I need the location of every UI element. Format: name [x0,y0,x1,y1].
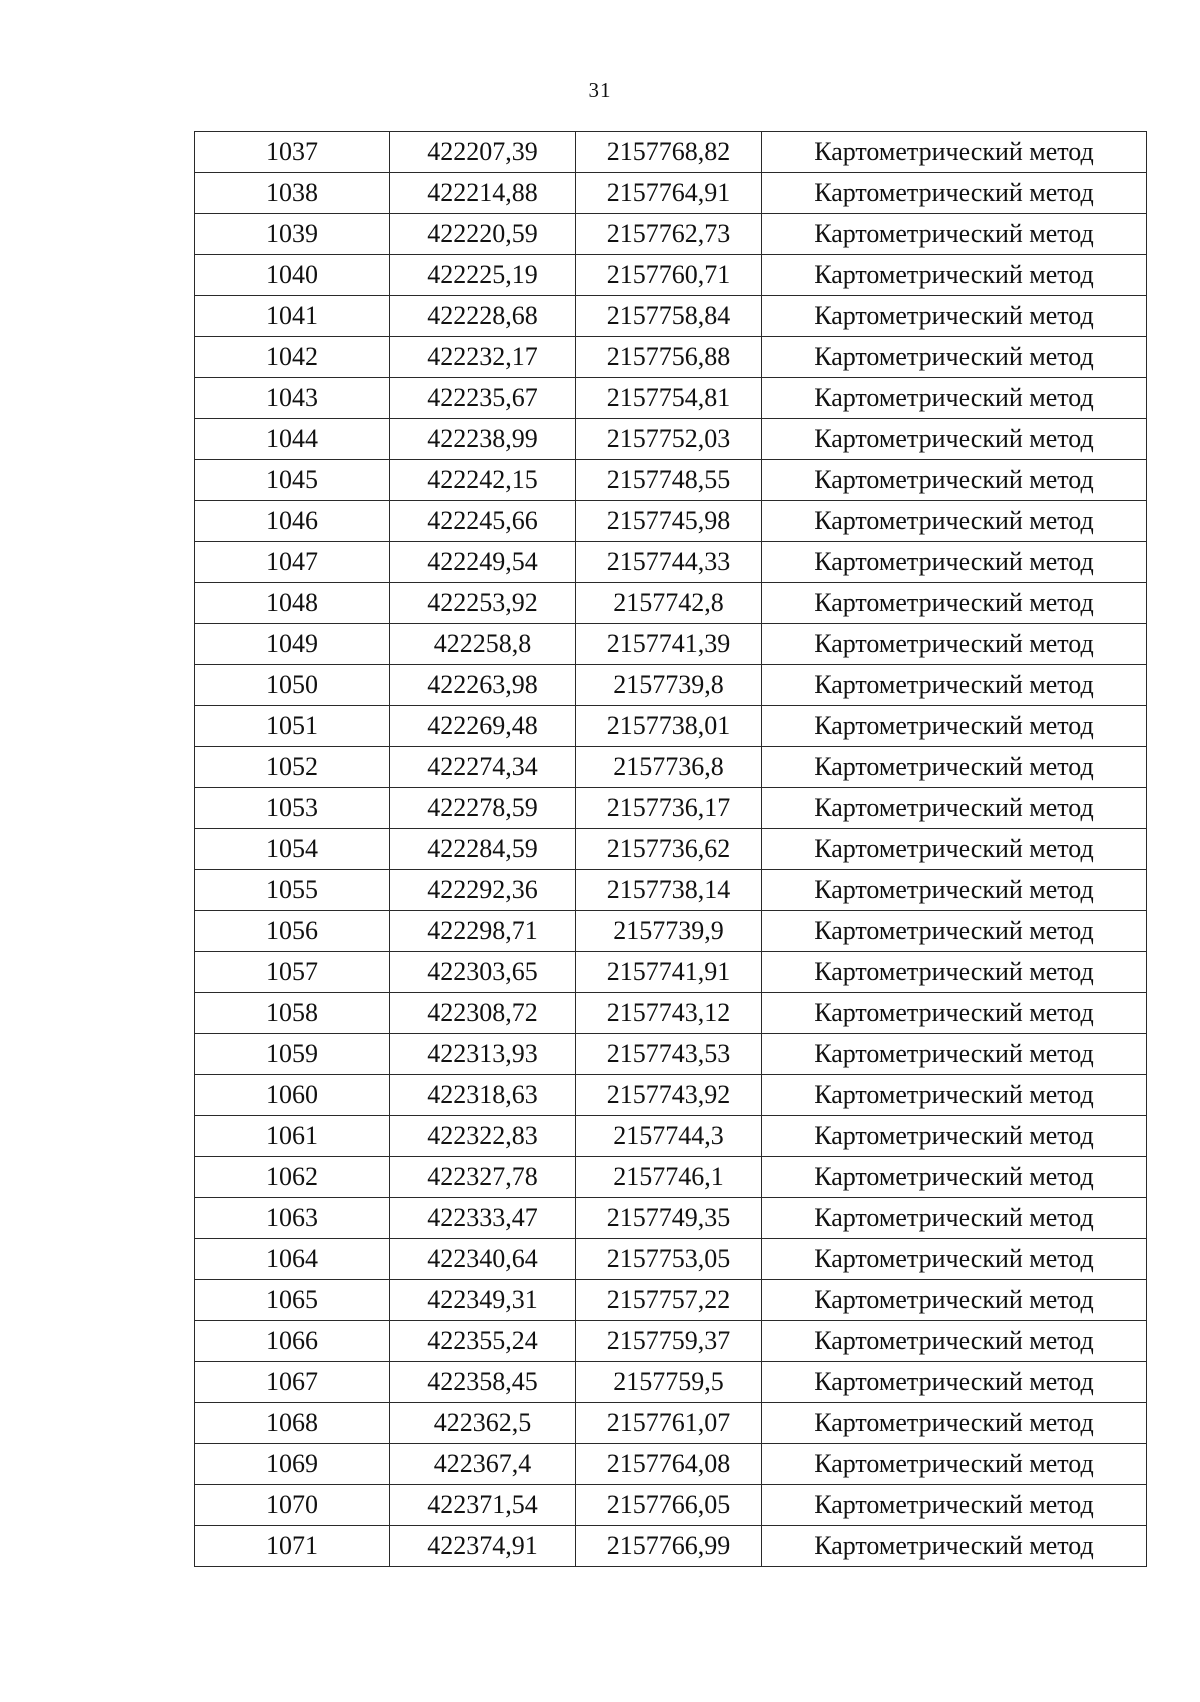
point-number-cell: 1057 [195,952,390,993]
y-coordinate-cell: 2157756,88 [576,337,762,378]
y-coordinate-cell: 2157768,82 [576,132,762,173]
table-row [195,460,1147,501]
method-cell: Картометрический метод [762,378,1147,419]
method-cell: Картометрический метод [762,1362,1147,1403]
x-coordinate-cell: 422327,78 [390,1157,576,1198]
method-cell: Картометрический метод [762,1157,1147,1198]
point-number-cell: 1059 [195,1034,390,1075]
x-coordinate-cell: 422225,19 [390,255,576,296]
y-coordinate-cell: 2157736,8 [576,747,762,788]
point-number-cell: 1044 [195,419,390,460]
x-coordinate-cell: 422358,45 [390,1362,576,1403]
method-cell: Картометрический метод [762,1403,1147,1444]
table-row [195,583,1147,624]
y-coordinate-cell: 2157738,14 [576,870,762,911]
method-cell: Картометрический метод [762,1198,1147,1239]
point-number-cell: 1037 [195,132,390,173]
y-coordinate-cell: 2157739,8 [576,665,762,706]
method-cell: Картометрический метод [762,1034,1147,1075]
table-row [195,911,1147,952]
x-coordinate-cell: 422263,98 [390,665,576,706]
method-cell: Картометрический метод [762,1526,1147,1567]
method-cell: Картометрический метод [762,1444,1147,1485]
method-cell: Картометрический метод [762,1280,1147,1321]
y-coordinate-cell: 2157736,17 [576,788,762,829]
table-row [195,132,1147,173]
method-cell: Картометрический метод [762,296,1147,337]
method-cell: Картометрический метод [762,1485,1147,1526]
y-coordinate-cell: 2157743,92 [576,1075,762,1116]
point-number-cell: 1041 [195,296,390,337]
point-number-cell: 1065 [195,1280,390,1321]
x-coordinate-cell: 422269,48 [390,706,576,747]
x-coordinate-cell: 422245,66 [390,501,576,542]
table-row [195,1280,1147,1321]
y-coordinate-cell: 2157748,55 [576,460,762,501]
table-row [195,501,1147,542]
y-coordinate-cell: 2157754,81 [576,378,762,419]
x-coordinate-cell: 422207,39 [390,132,576,173]
x-coordinate-cell: 422274,34 [390,747,576,788]
table-row [195,788,1147,829]
point-number-cell: 1049 [195,624,390,665]
y-coordinate-cell: 2157742,8 [576,583,762,624]
y-coordinate-cell: 2157760,71 [576,255,762,296]
y-coordinate-cell: 2157738,01 [576,706,762,747]
point-number-cell: 1070 [195,1485,390,1526]
y-coordinate-cell: 2157743,53 [576,1034,762,1075]
x-coordinate-cell: 422333,47 [390,1198,576,1239]
point-number-cell: 1038 [195,173,390,214]
y-coordinate-cell: 2157762,73 [576,214,762,255]
point-number-cell: 1040 [195,255,390,296]
x-coordinate-cell: 422371,54 [390,1485,576,1526]
x-coordinate-cell: 422374,91 [390,1526,576,1567]
point-number-cell: 1047 [195,542,390,583]
y-coordinate-cell: 2157757,22 [576,1280,762,1321]
method-cell: Картометрический метод [762,132,1147,173]
method-cell: Картометрический метод [762,1321,1147,1362]
y-coordinate-cell: 2157758,84 [576,296,762,337]
y-coordinate-cell: 2157746,1 [576,1157,762,1198]
method-cell: Картометрический метод [762,1116,1147,1157]
point-number-cell: 1046 [195,501,390,542]
point-number-cell: 1063 [195,1198,390,1239]
x-coordinate-cell: 422298,71 [390,911,576,952]
table-row [195,1321,1147,1362]
x-coordinate-cell: 422362,5 [390,1403,576,1444]
coordinates-table [194,131,1147,1567]
x-coordinate-cell: 422249,54 [390,542,576,583]
table-row [195,542,1147,583]
x-coordinate-cell: 422278,59 [390,788,576,829]
point-number-cell: 1042 [195,337,390,378]
x-coordinate-cell: 422238,99 [390,419,576,460]
method-cell: Картометрический метод [762,788,1147,829]
table-row [195,1239,1147,1280]
method-cell: Картометрический метод [762,1075,1147,1116]
y-coordinate-cell: 2157753,05 [576,1239,762,1280]
y-coordinate-cell: 2157741,39 [576,624,762,665]
table-row [195,747,1147,788]
y-coordinate-cell: 2157764,08 [576,1444,762,1485]
y-coordinate-cell: 2157739,9 [576,911,762,952]
method-cell: Картометрический метод [762,337,1147,378]
method-cell: Картометрический метод [762,173,1147,214]
x-coordinate-cell: 422340,64 [390,1239,576,1280]
x-coordinate-cell: 422308,72 [390,993,576,1034]
method-cell: Картометрический метод [762,583,1147,624]
x-coordinate-cell: 422258,8 [390,624,576,665]
point-number-cell: 1064 [195,1239,390,1280]
method-cell: Картометрический метод [762,460,1147,501]
table-row [195,1075,1147,1116]
method-cell: Картометрический метод [762,706,1147,747]
table-row [195,378,1147,419]
table-row [195,1157,1147,1198]
table-row [195,1403,1147,1444]
y-coordinate-cell: 2157743,12 [576,993,762,1034]
method-cell: Картометрический метод [762,993,1147,1034]
point-number-cell: 1069 [195,1444,390,1485]
method-cell: Картометрический метод [762,911,1147,952]
table-row [195,870,1147,911]
point-number-cell: 1060 [195,1075,390,1116]
x-coordinate-cell: 422313,93 [390,1034,576,1075]
y-coordinate-cell: 2157749,35 [576,1198,762,1239]
x-coordinate-cell: 422242,15 [390,460,576,501]
x-coordinate-cell: 422220,59 [390,214,576,255]
point-number-cell: 1058 [195,993,390,1034]
method-cell: Картометрический метод [762,501,1147,542]
point-number-cell: 1051 [195,706,390,747]
table-row [195,1485,1147,1526]
x-coordinate-cell: 422367,4 [390,1444,576,1485]
table-row [195,1444,1147,1485]
table-row [195,993,1147,1034]
method-cell: Картометрический метод [762,829,1147,870]
method-cell: Картометрический метод [762,952,1147,993]
point-number-cell: 1067 [195,1362,390,1403]
table-row [195,337,1147,378]
point-number-cell: 1071 [195,1526,390,1567]
y-coordinate-cell: 2157741,91 [576,952,762,993]
point-number-cell: 1056 [195,911,390,952]
point-number-cell: 1050 [195,665,390,706]
method-cell: Картометрический метод [762,1239,1147,1280]
y-coordinate-cell: 2157744,33 [576,542,762,583]
x-coordinate-cell: 422235,67 [390,378,576,419]
table-row [195,624,1147,665]
table-row [195,952,1147,993]
table-row [195,255,1147,296]
y-coordinate-cell: 2157759,37 [576,1321,762,1362]
method-cell: Картометрический метод [762,255,1147,296]
table-row [195,1198,1147,1239]
point-number-cell: 1043 [195,378,390,419]
x-coordinate-cell: 422214,88 [390,173,576,214]
point-number-cell: 1045 [195,460,390,501]
coordinates-table-body [195,132,1147,1567]
x-coordinate-cell: 422232,17 [390,337,576,378]
page-number: 31 [588,78,612,102]
table-row [195,1116,1147,1157]
method-cell: Картометрический метод [762,542,1147,583]
method-cell: Картометрический метод [762,747,1147,788]
point-number-cell: 1039 [195,214,390,255]
table-row [195,1526,1147,1567]
x-coordinate-cell: 422253,92 [390,583,576,624]
point-number-cell: 1053 [195,788,390,829]
point-number-cell: 1062 [195,1157,390,1198]
y-coordinate-cell: 2157766,99 [576,1526,762,1567]
table-row [195,173,1147,214]
y-coordinate-cell: 2157764,91 [576,173,762,214]
method-cell: Картометрический метод [762,214,1147,255]
method-cell: Картометрический метод [762,624,1147,665]
x-coordinate-cell: 422303,65 [390,952,576,993]
table-row [195,296,1147,337]
table-row [195,1034,1147,1075]
method-cell: Картометрический метод [762,665,1147,706]
point-number-cell: 1061 [195,1116,390,1157]
y-coordinate-cell: 2157745,98 [576,501,762,542]
y-coordinate-cell: 2157759,5 [576,1362,762,1403]
point-number-cell: 1054 [195,829,390,870]
x-coordinate-cell: 422284,59 [390,829,576,870]
x-coordinate-cell: 422355,24 [390,1321,576,1362]
point-number-cell: 1068 [195,1403,390,1444]
table-row [195,706,1147,747]
x-coordinate-cell: 422292,36 [390,870,576,911]
x-coordinate-cell: 422318,63 [390,1075,576,1116]
point-number-cell: 1055 [195,870,390,911]
y-coordinate-cell: 2157761,07 [576,1403,762,1444]
table-row [195,665,1147,706]
x-coordinate-cell: 422322,83 [390,1116,576,1157]
method-cell: Картометрический метод [762,419,1147,460]
point-number-cell: 1052 [195,747,390,788]
x-coordinate-cell: 422228,68 [390,296,576,337]
point-number-cell: 1048 [195,583,390,624]
y-coordinate-cell: 2157766,05 [576,1485,762,1526]
y-coordinate-cell: 2157752,03 [576,419,762,460]
table-row [195,214,1147,255]
table-row [195,829,1147,870]
table-row [195,1362,1147,1403]
y-coordinate-cell: 2157744,3 [576,1116,762,1157]
table-row [195,419,1147,460]
y-coordinate-cell: 2157736,62 [576,829,762,870]
x-coordinate-cell: 422349,31 [390,1280,576,1321]
point-number-cell: 1066 [195,1321,390,1362]
method-cell: Картометрический метод [762,870,1147,911]
